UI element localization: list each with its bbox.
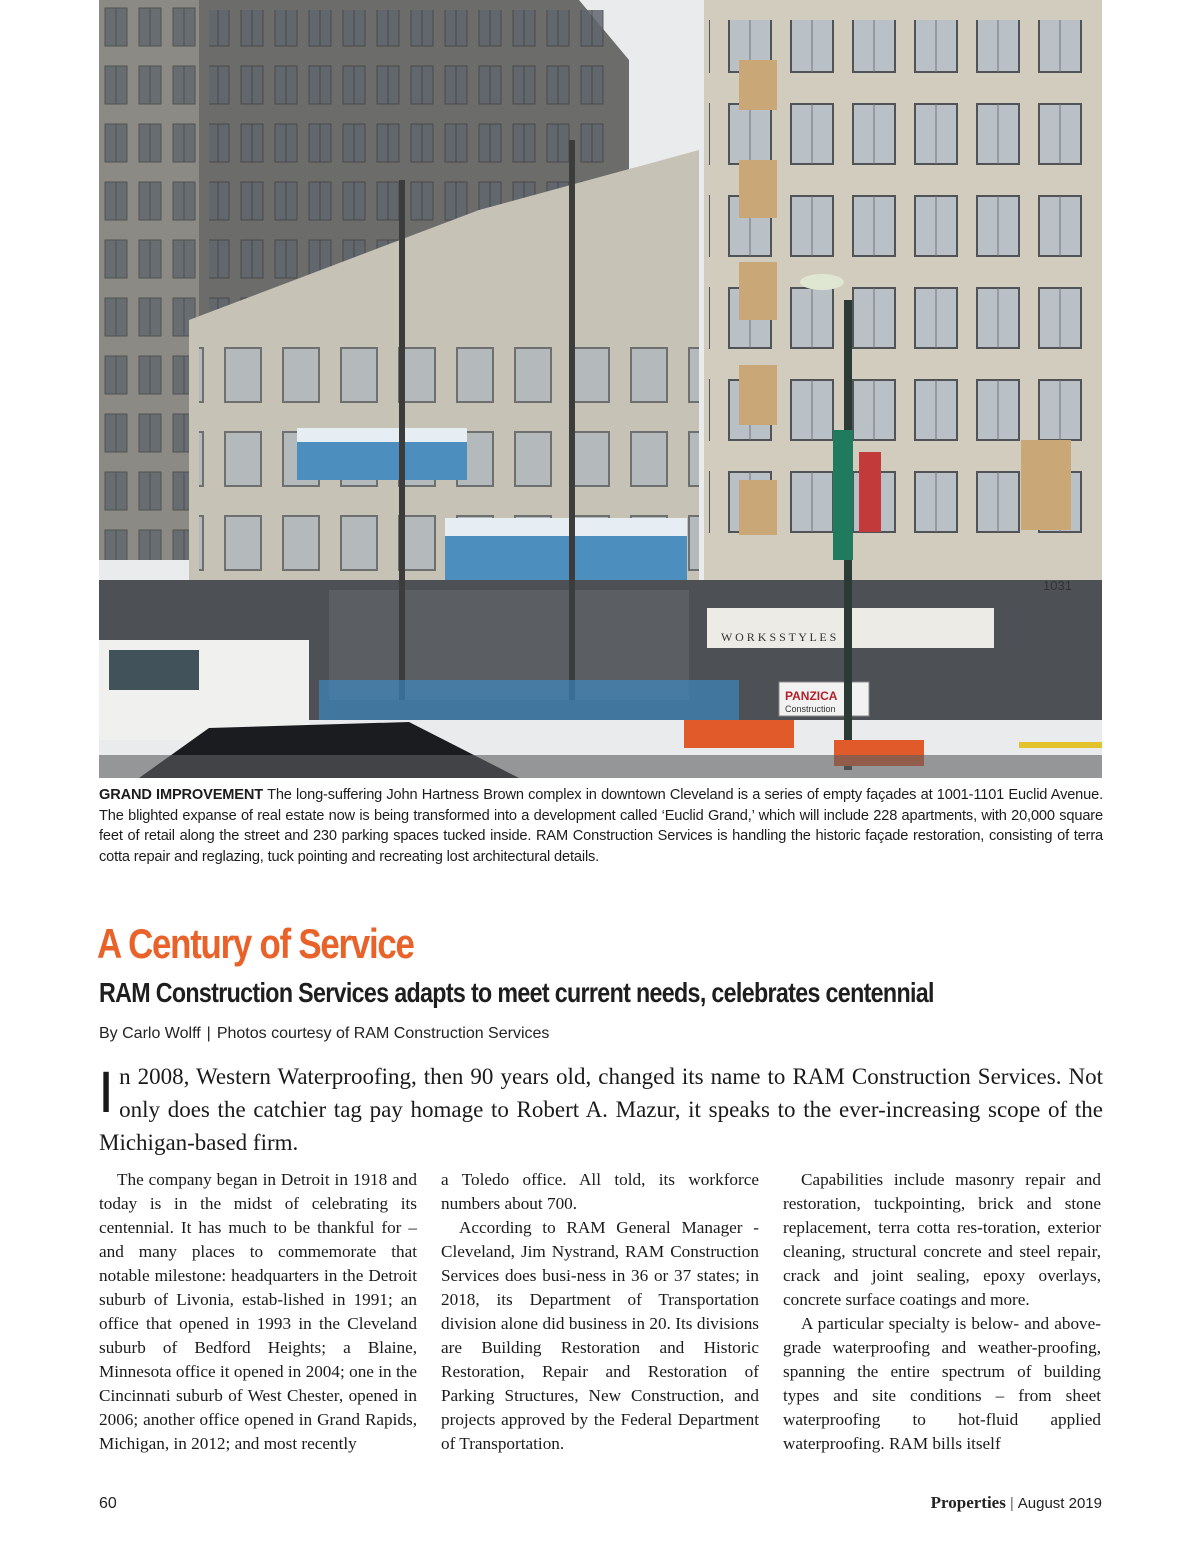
photo-caption <box>99 785 1103 867</box>
issue-date: August 2019 <box>1017 1495 1102 1512</box>
page-number: 60 <box>99 1495 117 1512</box>
building-number-text: 1031 <box>1043 578 1072 593</box>
byline-separator: | <box>206 1025 211 1042</box>
byline-credit: Photos courtesy of RAM Construction Services <box>216 1025 550 1042</box>
body-column-1 <box>99 1168 417 1456</box>
intro-paragraph <box>99 1060 1103 1159</box>
paragraph: The company began in Detroit in 1918 and today is in the midst of celebrating its centennial. It has much to be thankful for – and many places to commemorate that notable milestone: headquarters in the Detroit suburb of Livonia, estab-lished in 1991; an office that opened in 1993 in the Cleveland suburb of Bedford Heights; a Blaine, Minnesota office it opened in 2004; one in the Cincinnati suburb of West Chester, opened in 2006; another office opened in Grand Rapids, Michigan, in 2012; and most recently <box>99 1170 417 1453</box>
magazine-name: Properties <box>930 1493 1006 1512</box>
footer-separator: | <box>1009 1495 1014 1512</box>
paragraph: Capabilities include masonry repair and restoration, tuckpointing, brick and stone replacement, terra cotta res-toration, exterior cleaning, structural concrete and steel repair, crack and joint sealing, epoxy overlays, concrete surface coatings and more. <box>783 1170 1101 1309</box>
awning-sign-text: W O R K S S T Y L E S <box>721 630 837 644</box>
article-title: A Century of Service <box>97 920 414 967</box>
caption-lead: GRAND IMPROVEMENT <box>99 787 264 803</box>
paragraph: A particular specialty is below- and above-grade waterproofing and weather-proofing, spanning the entire spectrum of building types and site conditions – from sheet waterproofing to hot-fluid applied waterproofing. RAM bills itself <box>783 1314 1101 1453</box>
intro-text: n 2008, Western Waterproofing, then 90 years old, changed its name to RAM Construction Services. Not only does the catchier tag pay homage to Robert A. Mazur, it speaks to the ever-increasing scope of the Michigan-based firm. <box>99 1064 1103 1155</box>
body-column-2 <box>441 1168 759 1456</box>
byline <box>99 1022 549 1046</box>
building-illustration <box>99 0 1102 778</box>
drop-cap: I <box>98 1060 115 1125</box>
body-column-3 <box>783 1168 1101 1456</box>
paragraph: According to RAM General Manager - Cleveland, Jim Nystrand, RAM Construction Services does busi-ness in 36 or 37 states; in 2018, its Department of Transportation division alone did business in 20. Its divisions are Building Restoration and Historic Restoration, Repair and Restoration of Parking Structures, New Construction, and projects approved by the Federal Department of Transportation. <box>441 1218 759 1453</box>
byline-author: By Carlo Wolff <box>99 1025 201 1042</box>
panzica-sub-text: Construction <box>785 704 836 714</box>
caption-text: The long-suffering John Hartness Brown complex in downtown Cleveland is a series of empty façades at 1001-1101 Euclid Avenue. The blighted expanse of real estate now is being transformed into a development called ‘Euclid Grand,’ which will include 228 apartments, with 20,000 square feet of retail along the street and 230 parking spaces tucked inside. RAM Construction Services is handling the historic façade restoration, consisting of terra cotta repair and reglazing, tuck pointing and recreating lost architectural details. <box>99 787 1103 865</box>
article-subtitle: RAM Construction Services adapts to meet current needs, celebrates centennial <box>99 977 934 1008</box>
building-photo <box>99 0 1102 778</box>
paragraph: a Toledo office. All told, its workforce numbers about 700. <box>441 1170 759 1213</box>
footer-issue <box>931 1493 1102 1513</box>
panzica-sign-text: PANZICA <box>785 689 838 703</box>
